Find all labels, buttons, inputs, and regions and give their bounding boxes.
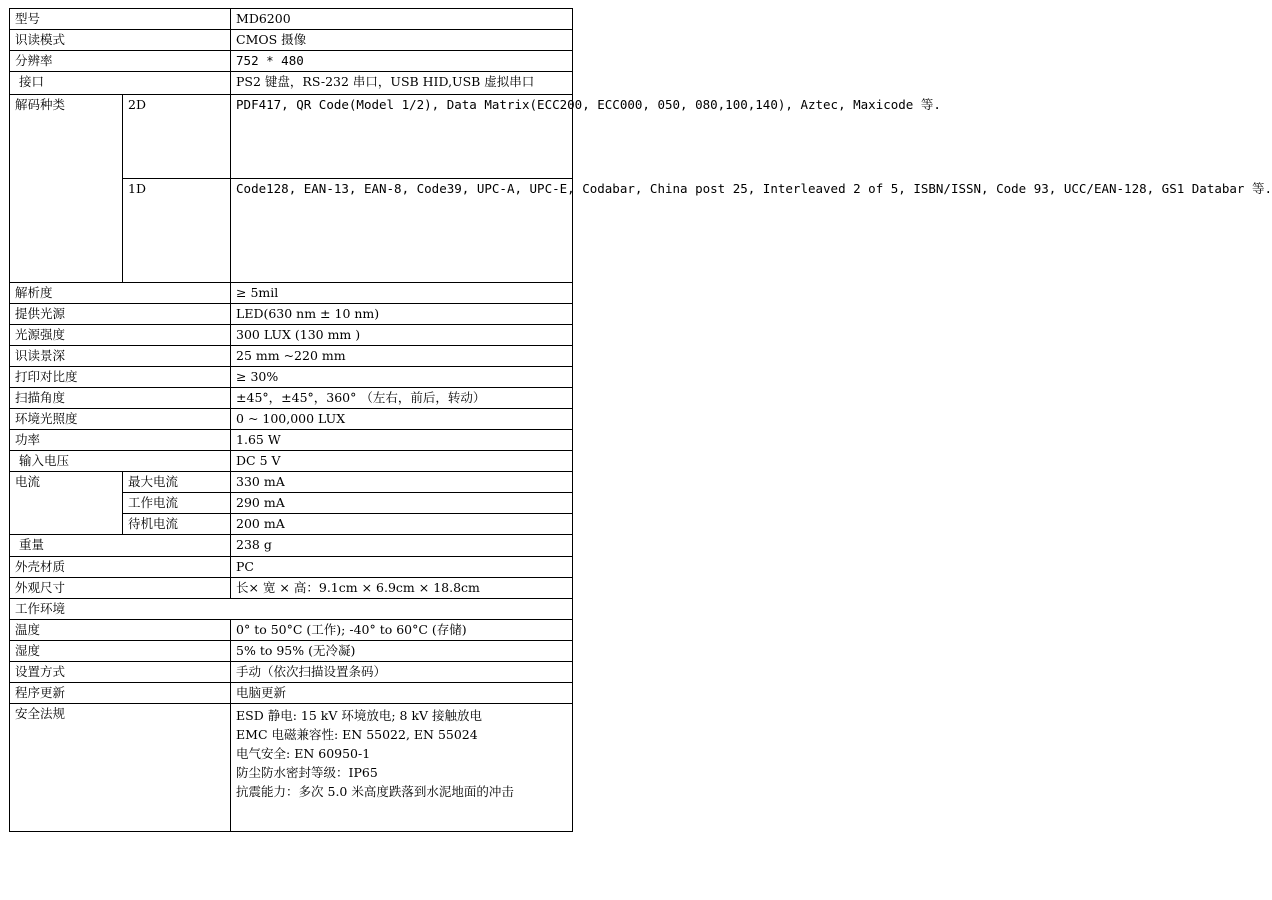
light-intensity-label: 光源强度 bbox=[10, 325, 231, 346]
setup-label: 设置方式 bbox=[10, 662, 231, 683]
ambient-light-value: 0 ~ 100,000 LUX bbox=[231, 409, 573, 430]
update-value: 电脑更新 bbox=[231, 683, 573, 704]
table-row bbox=[10, 578, 573, 599]
table-row bbox=[10, 95, 573, 179]
table-row bbox=[10, 30, 573, 51]
safety-line: 电气安全: EN 60950-1 bbox=[236, 746, 371, 761]
table-row bbox=[10, 451, 573, 472]
table-row bbox=[10, 599, 573, 620]
dimensions-value: 长× 宽 × 高：9.1cm × 6.9cm × 18.8cm bbox=[231, 578, 573, 599]
table-row bbox=[10, 704, 573, 832]
safety-line: 抗震能力：多次 5.0 米高度跌落到水泥地面的冲击 bbox=[236, 784, 514, 799]
table-row bbox=[10, 472, 573, 493]
weight-label: 重量 bbox=[10, 535, 231, 557]
table-row bbox=[10, 72, 573, 95]
update-label: 程序更新 bbox=[10, 683, 231, 704]
table-row bbox=[10, 9, 573, 30]
weight-value: 238 g bbox=[231, 535, 573, 557]
safety-line: 防尘防水密封等级：IP65 bbox=[236, 765, 378, 780]
setup-value: 手动（依次扫描设置条码） bbox=[231, 662, 573, 683]
current-standby-value: 200 mA bbox=[231, 514, 573, 535]
resolution-value: 752 * 480 bbox=[231, 51, 573, 72]
environment-label: 工作环境 bbox=[10, 599, 573, 620]
contrast-label: 打印对比度 bbox=[10, 367, 231, 388]
table-row bbox=[10, 388, 573, 409]
scan-angle-value: ±45°，±45°，360° （左右，前后，转动） bbox=[231, 388, 573, 409]
safety-value bbox=[231, 704, 573, 832]
illumination-value: LED(630 nm ± 10 nm) bbox=[231, 304, 573, 325]
table-row bbox=[10, 346, 573, 367]
input-voltage-label: 输入电压 bbox=[10, 451, 231, 472]
table-row bbox=[10, 620, 573, 641]
interface-label: 接口 bbox=[10, 72, 231, 95]
table-row bbox=[10, 535, 573, 557]
symbology-2d-label: 2D bbox=[123, 95, 231, 179]
table-row bbox=[10, 641, 573, 662]
current-label: 电流 bbox=[10, 472, 123, 535]
current-max-value: 330 mA bbox=[231, 472, 573, 493]
read-mode-value: CMOS 摄像 bbox=[231, 30, 573, 51]
humidity-value: 5% to 95% (无冷凝) bbox=[231, 641, 573, 662]
current-work-value: 290 mA bbox=[231, 493, 573, 514]
precision-value: ≥ 5mil bbox=[231, 283, 573, 304]
power-value: 1.65 W bbox=[231, 430, 573, 451]
table-row bbox=[10, 325, 573, 346]
symbology-1d-label: 1D bbox=[123, 179, 231, 283]
temperature-value: 0° to 50°C (工作); -40° to 60°C (存储) bbox=[231, 620, 573, 641]
scan-angle-label: 扫描角度 bbox=[10, 388, 231, 409]
current-max-label: 最大电流 bbox=[123, 472, 231, 493]
light-intensity-value: 300 LUX (130 mm ) bbox=[231, 325, 573, 346]
table-row bbox=[10, 51, 573, 72]
contrast-value: ≥ 30% bbox=[231, 367, 573, 388]
symbology-2d-value: PDF417, QR Code(Model 1/2), Data Matrix(ECC200, ECC000, 050, 080,100,140), Aztec, Maxicode 等. bbox=[231, 95, 573, 179]
safety-label: 安全法规 bbox=[10, 704, 231, 832]
depth-of-field-label: 识读景深 bbox=[10, 346, 231, 367]
current-standby-label: 待机电流 bbox=[123, 514, 231, 535]
table-row bbox=[10, 683, 573, 704]
current-work-label: 工作电流 bbox=[123, 493, 231, 514]
table-row bbox=[10, 367, 573, 388]
resolution-label: 分辨率 bbox=[10, 51, 231, 72]
table-row bbox=[10, 283, 573, 304]
interface-value: PS2 键盘，RS-232 串口，USB HID,USB 虚拟串口 bbox=[231, 72, 573, 95]
housing-label: 外壳材质 bbox=[10, 557, 231, 578]
safety-line: ESD 静电: 15 kV 环境放电; 8 kV 接触放电 bbox=[236, 708, 483, 723]
precision-label: 解析度 bbox=[10, 283, 231, 304]
humidity-label: 湿度 bbox=[10, 641, 231, 662]
table-row bbox=[10, 409, 573, 430]
housing-value: PC bbox=[231, 557, 573, 578]
symbology-label: 解码种类 bbox=[10, 95, 123, 283]
illumination-label: 提供光源 bbox=[10, 304, 231, 325]
read-mode-label: 识读模式 bbox=[10, 30, 231, 51]
model-label: 型号 bbox=[10, 9, 231, 30]
dimensions-label: 外观尺寸 bbox=[10, 578, 231, 599]
table-row bbox=[10, 662, 573, 683]
table-row bbox=[10, 430, 573, 451]
symbology-1d-value: Code128, EAN-13, EAN-8, Code39, UPC-A, UPC-E, Codabar, China post 25, Interleaved 2 of 5, ISBN/ISSN, Code 93, UCC/EAN-128, GS1 Databar 等. bbox=[231, 179, 573, 283]
table-row bbox=[10, 304, 573, 325]
depth-of-field-value: 25 mm ~220 mm bbox=[231, 346, 573, 367]
ambient-light-label: 环境光照度 bbox=[10, 409, 231, 430]
power-label: 功率 bbox=[10, 430, 231, 451]
safety-line: EMC 电磁兼容性: EN 55022, EN 55024 bbox=[236, 727, 478, 742]
model-value: MD6200 bbox=[231, 9, 573, 30]
input-voltage-value: DC 5 V bbox=[231, 451, 573, 472]
spec-table bbox=[9, 8, 1272, 832]
table-row bbox=[10, 557, 573, 578]
temperature-label: 温度 bbox=[10, 620, 231, 641]
